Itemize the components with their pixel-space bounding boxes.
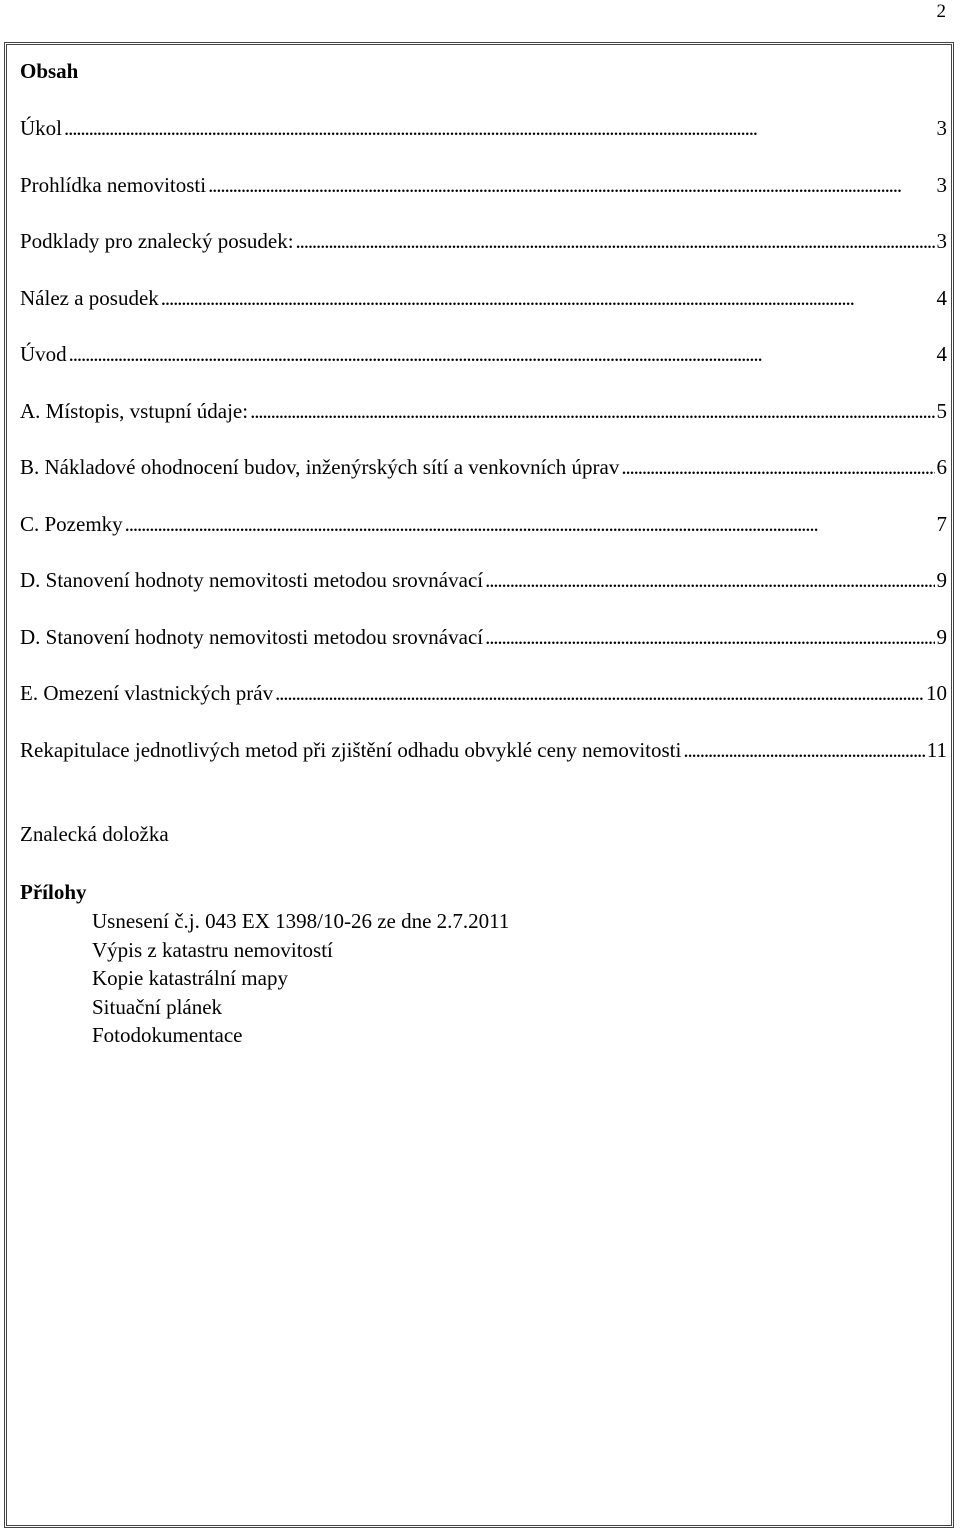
toc-entry[interactable]	[20, 399, 947, 456]
toc-entry-label: Prohlídka nemovitosti	[20, 172, 207, 197]
toc-entry[interactable]	[20, 286, 947, 343]
toc-entry-label: Rekapitulace jednotlivých metod při zjištění odhadu obvyklé ceny nemovitosti	[20, 737, 682, 762]
toc-entry[interactable]	[20, 455, 947, 512]
toc-entry-label: Úvod	[20, 342, 67, 366]
toc-entry-page: 6	[936, 455, 947, 479]
toc-leader-dots	[485, 568, 934, 592]
toc-entry-page: 7	[936, 511, 947, 536]
table-of-contents	[20, 116, 947, 794]
toc-entry[interactable]	[20, 173, 947, 230]
toc-entry-page: 3	[936, 172, 947, 197]
toc-entry-page: 11	[926, 737, 947, 762]
toc-leader-dots	[208, 173, 934, 197]
toc-entry-label: A. Místopis, vstupní údaje:	[20, 398, 249, 423]
toc-entry[interactable]	[20, 342, 947, 399]
expert-clause: Znalecká doložka	[20, 822, 169, 846]
page-number: 2	[936, 1, 946, 22]
toc-entry-label: E. Omezení vlastnických práv	[20, 681, 274, 705]
toc-entry-page: 3	[936, 229, 947, 253]
toc-entry-page: 9	[936, 568, 947, 592]
attachment-item: Situační plánek	[92, 994, 223, 1019]
toc-leader-dots	[275, 681, 924, 705]
document-frame	[4, 42, 954, 1528]
toc-entry-label: Podklady pro znalecký posudek:	[20, 229, 294, 253]
attachment-item: Výpis z katastru nemovitostí	[92, 937, 333, 962]
toc-leader-dots	[250, 399, 934, 423]
toc-leader-dots	[621, 455, 934, 479]
toc-leader-dots	[64, 116, 935, 140]
toc-leader-dots	[296, 229, 935, 253]
toc-entry-page: 9	[936, 624, 947, 649]
attachments-list	[92, 907, 509, 1050]
toc-entry-label: Úkol	[20, 116, 62, 140]
toc-entry[interactable]	[20, 738, 947, 795]
toc-entry-label: C. Pozemky	[20, 511, 123, 536]
toc-entry-label: D. Stanovení hodnoty nemovitosti metodou srovnávací	[20, 624, 484, 649]
toc-leader-dots	[69, 342, 935, 366]
toc-entry[interactable]	[20, 568, 947, 625]
attachment-item: Fotodokumentace	[92, 1023, 243, 1047]
toc-entry[interactable]	[20, 229, 947, 286]
toc-leader-dots	[683, 738, 924, 762]
toc-entry-label: Nález a posudek	[20, 285, 159, 310]
toc-entry[interactable]	[20, 512, 947, 569]
toc-leader-dots	[161, 286, 935, 310]
toc-entry-label: B. Nákladové ohodnocení budov, inženýrských sítí a venkovních úprav	[20, 455, 620, 479]
toc-entry[interactable]	[20, 625, 947, 682]
toc-entry-page: 4	[936, 285, 947, 310]
toc-entry-page: 4	[936, 342, 947, 366]
contents-heading: Obsah	[20, 59, 79, 83]
toc-entry[interactable]	[20, 116, 947, 173]
toc-entry-label: D. Stanovení hodnoty nemovitosti metodou srovnávací	[20, 568, 484, 592]
attachment-item: Usnesení č.j. 043 EX 1398/10-26 ze dne 2.7.2011	[92, 909, 510, 933]
attachment-item: Kopie katastrální mapy	[92, 966, 288, 990]
toc-leader-dots	[125, 512, 935, 536]
attachments-heading: Přílohy	[20, 880, 87, 904]
toc-leader-dots	[485, 625, 934, 649]
toc-entry-page: 10	[926, 681, 947, 705]
toc-entry-page: 3	[936, 116, 947, 140]
toc-entry[interactable]	[20, 681, 947, 738]
toc-entry-page: 5	[936, 398, 947, 423]
